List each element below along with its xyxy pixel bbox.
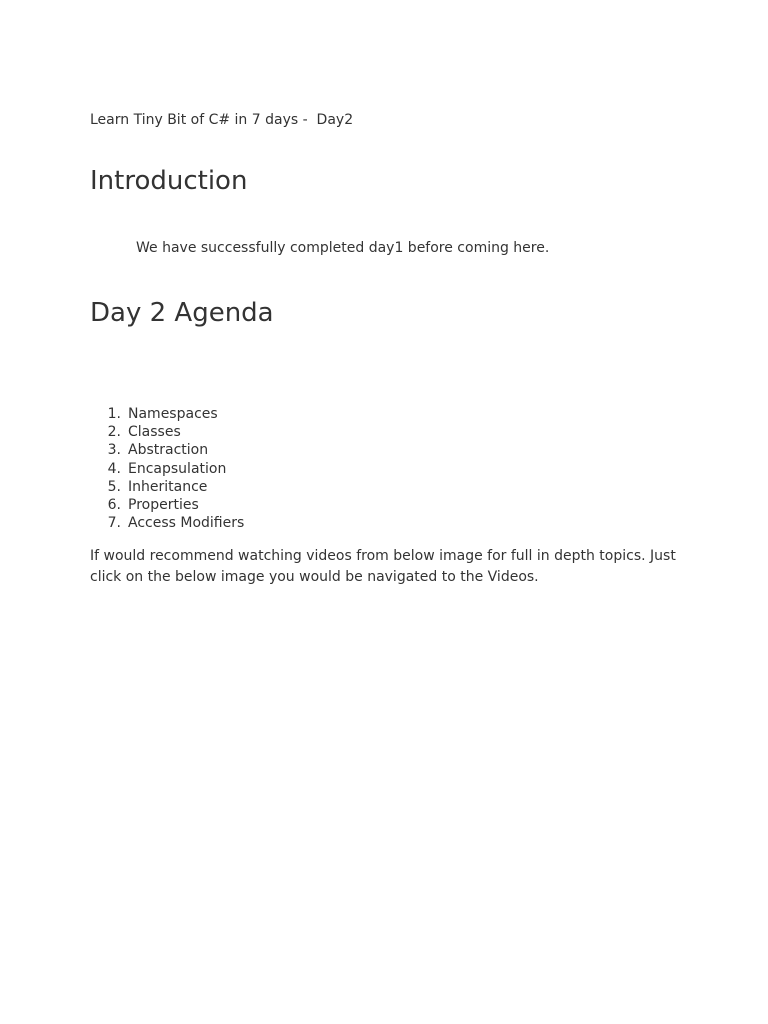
introduction-text: We have successfully completed day1 before coming here. — [136, 240, 550, 256]
introduction-heading: Introduction — [90, 166, 248, 196]
list-number: 7. — [107, 515, 121, 532]
list-item-label: Classes — [128, 424, 181, 441]
agenda-item-encapsulation — [90, 460, 244, 478]
list-number: 2. — [107, 424, 121, 441]
list-item-label: Abstraction — [128, 442, 209, 459]
agenda-item-classes — [90, 423, 244, 441]
list-number: 1. — [107, 406, 121, 422]
agenda-item-access-modifiers — [90, 514, 244, 532]
agenda-item-abstraction — [90, 441, 244, 459]
list-item-label: Encapsulation — [128, 460, 227, 477]
list-number: 5. — [107, 478, 121, 495]
agenda-list — [90, 405, 244, 532]
agenda-heading: Day 2 Agenda — [90, 298, 274, 328]
recommendation-text: If would recommend watching videos from below image for full in depth topics. Just click on the below image you would be navigated to the Videos. — [90, 548, 676, 585]
agenda-item-inheritance — [90, 478, 244, 496]
agenda-item-properties — [90, 496, 244, 514]
list-number: 3. — [107, 442, 121, 459]
document-title: Learn Tiny Bit of C# in 7 days - Day2 — [90, 112, 354, 128]
list-item-label: Access Modifiers — [128, 515, 245, 532]
list-item-label: Namespaces — [128, 406, 218, 422]
list-number: 4. — [107, 460, 121, 477]
list-item-label: Properties — [128, 496, 199, 513]
agenda-item-namespaces — [90, 405, 244, 423]
list-number: 6. — [107, 496, 121, 513]
list-item-label: Inheritance — [128, 478, 208, 495]
